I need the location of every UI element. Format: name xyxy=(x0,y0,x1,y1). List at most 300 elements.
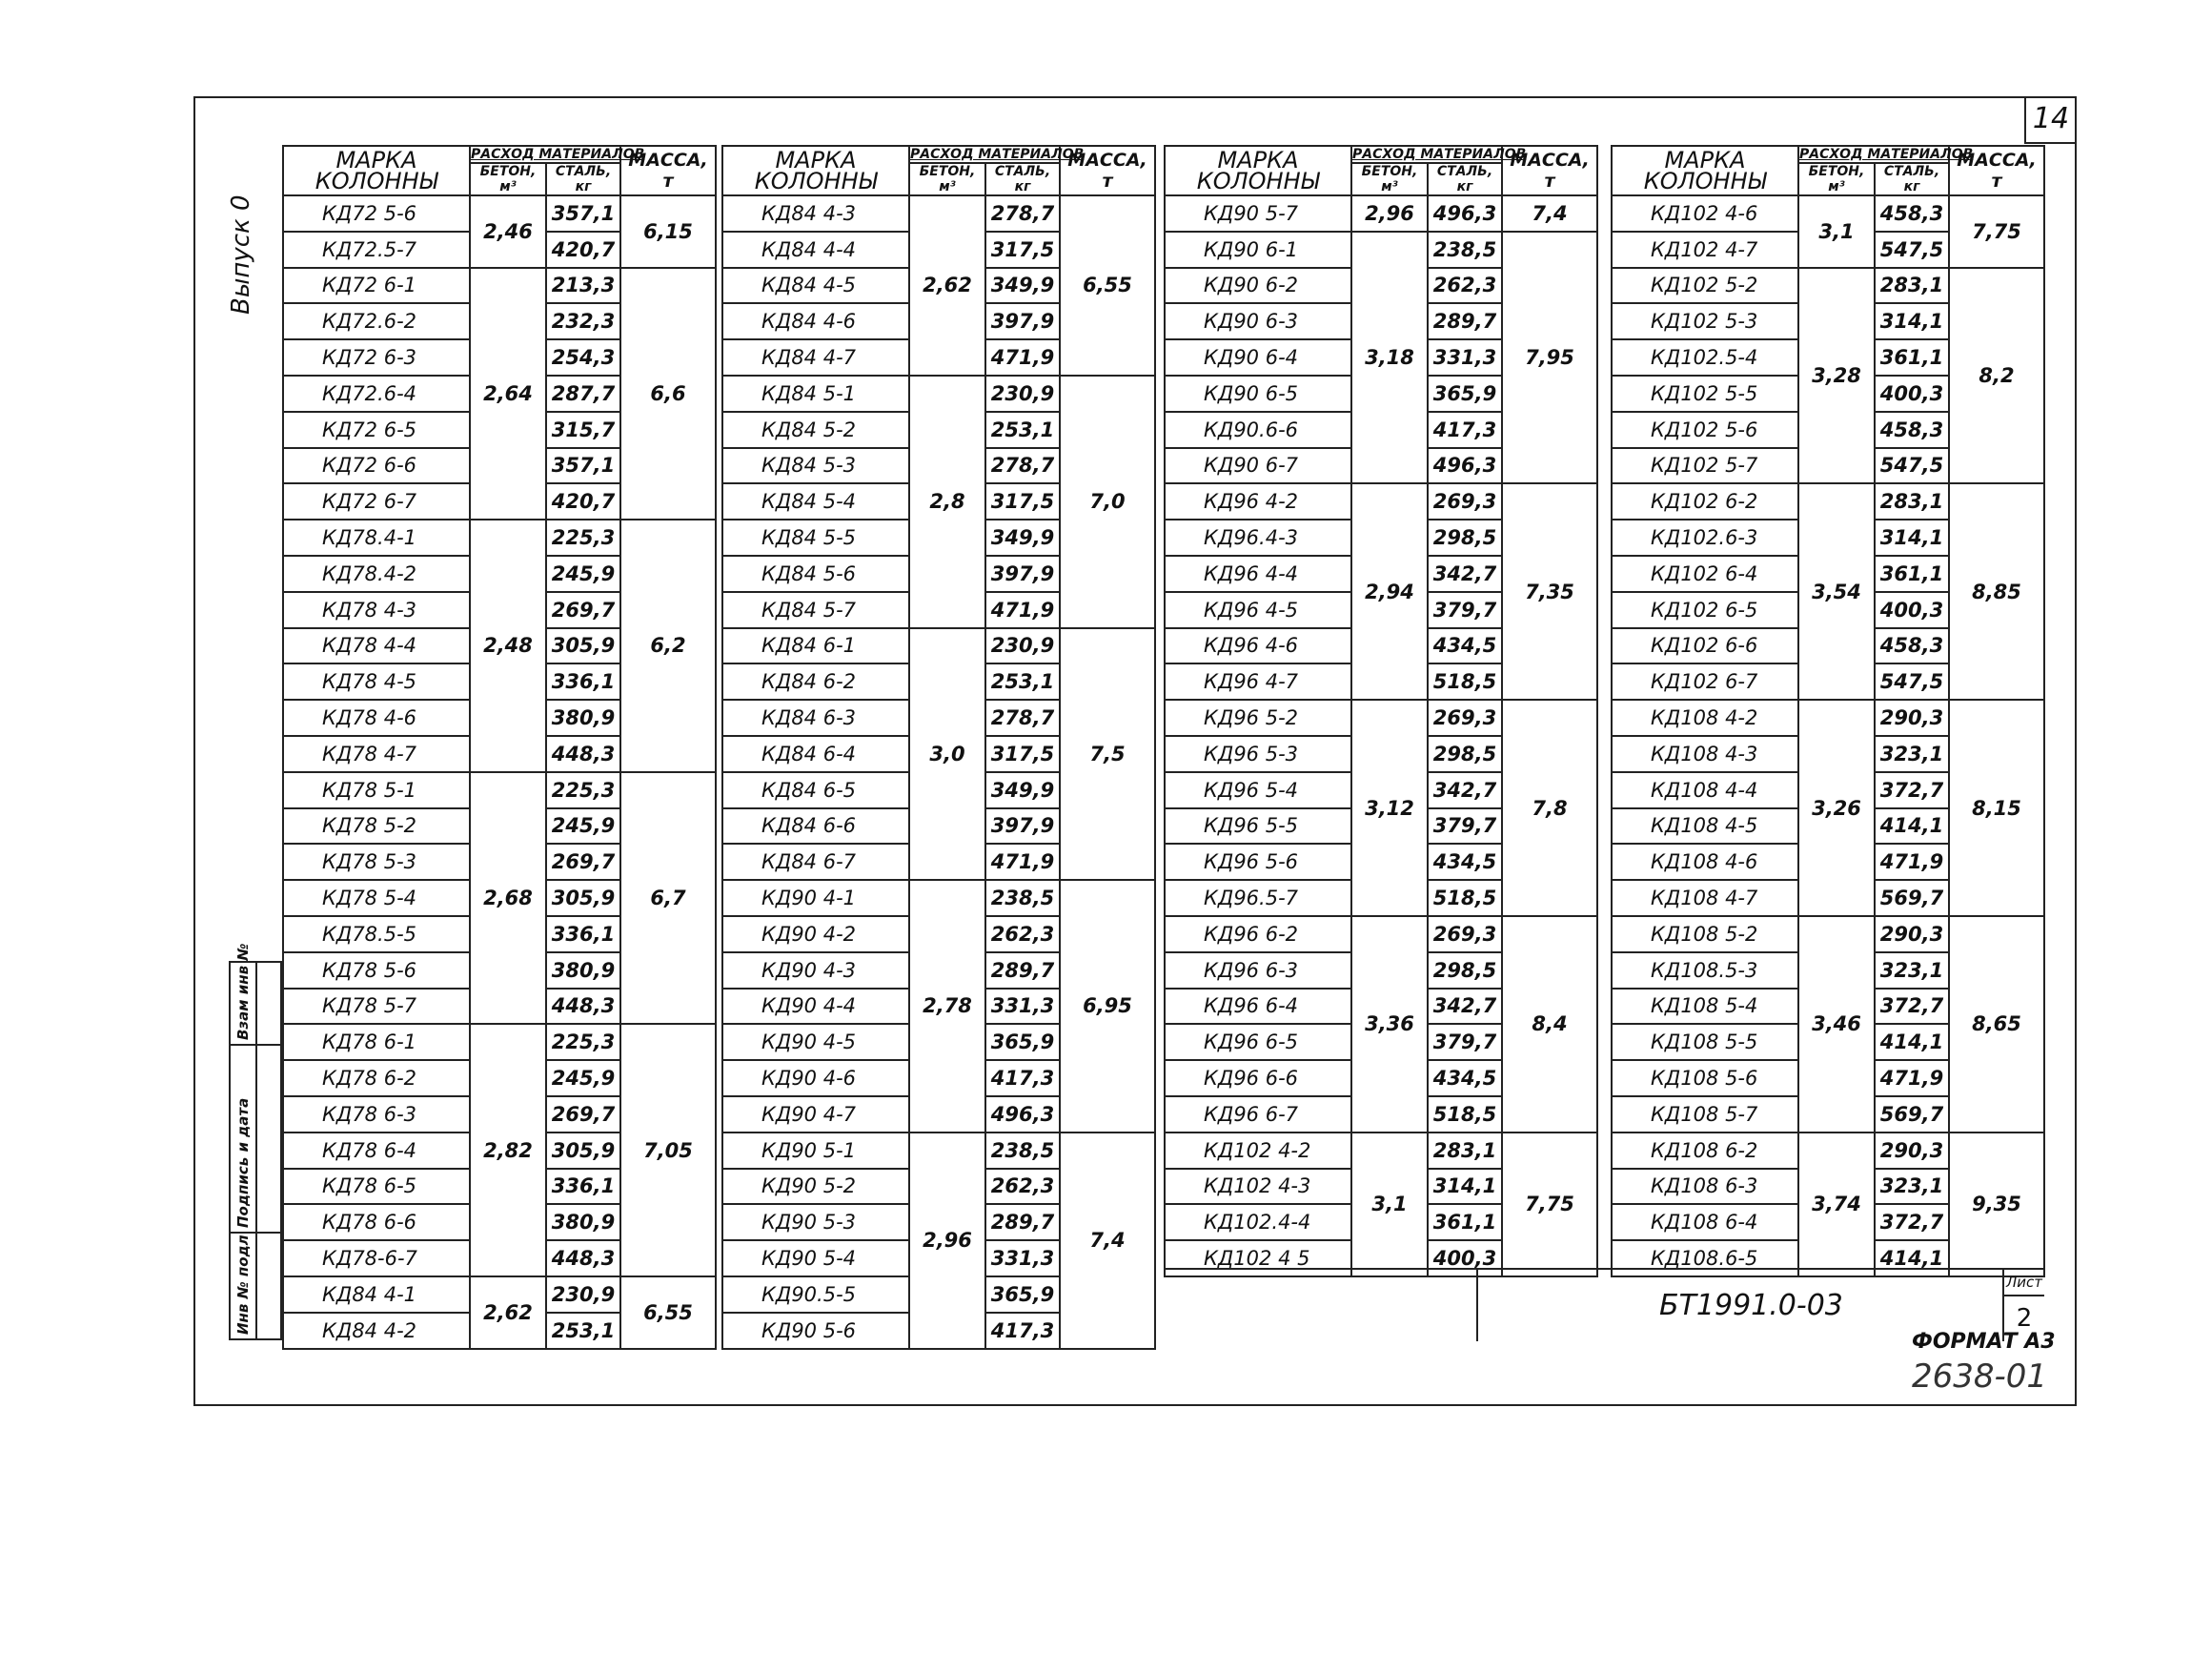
steel-mass-cell: 238,5 xyxy=(1428,232,1502,268)
column-mark-cell: КД108 4-3 xyxy=(1612,736,1798,772)
stamp-label: Подпись и дата xyxy=(234,1097,252,1228)
column-mark-cell: КД108 5-4 xyxy=(1612,989,1798,1025)
steel-mass-cell: 569,7 xyxy=(1875,1096,1949,1133)
steel-mass-cell: 314,1 xyxy=(1875,520,1949,556)
column-mark-cell: КД96.4-3 xyxy=(1165,520,1351,556)
steel-mass-cell: 458,3 xyxy=(1875,628,1949,664)
column-mass-cell: 6,6 xyxy=(620,268,716,520)
steel-mass-cell: 331,3 xyxy=(985,989,1060,1025)
steel-mass-cell: 414,1 xyxy=(1875,1240,1949,1276)
steel-mass-cell: 400,3 xyxy=(1875,592,1949,628)
column-mark-cell: КД90 5-2 xyxy=(722,1169,909,1205)
steel-mass-cell: 357,1 xyxy=(546,195,620,232)
steel-mass-cell: 365,9 xyxy=(985,1276,1060,1313)
steel-mass-cell: 380,9 xyxy=(546,952,620,989)
stamp-row xyxy=(231,1234,280,1338)
column-mark-cell: КД84 4-5 xyxy=(722,268,909,304)
sheet-label: Лист xyxy=(2004,1270,2044,1296)
steel-mass-cell: 434,5 xyxy=(1428,844,1502,880)
steel-mass-cell: 230,9 xyxy=(985,628,1060,664)
column-mark-cell: КД90 5-4 xyxy=(722,1240,909,1276)
table-row xyxy=(283,1276,716,1313)
column-mark-cell: КД96 4-6 xyxy=(1165,628,1351,664)
steel-mass-cell: 342,7 xyxy=(1428,989,1502,1025)
stamp-row xyxy=(231,1046,280,1234)
column-mark-cell: КД102.6-3 xyxy=(1612,520,1798,556)
column-mark-cell: КД84 6-4 xyxy=(722,736,909,772)
concrete-volume-cell: 3,28 xyxy=(1798,268,1875,484)
steel-mass-cell: 372,7 xyxy=(1875,989,1949,1025)
column-mark-cell: КД90 4-6 xyxy=(722,1060,909,1096)
steel-mass-cell: 417,3 xyxy=(1428,412,1502,448)
header-mass: МАССА, т xyxy=(1502,146,1597,195)
steel-mass-cell: 269,3 xyxy=(1428,483,1502,520)
header-mark: МАРКА КОЛОННЫ xyxy=(283,146,470,195)
column-mark-cell: КД96 4-2 xyxy=(1165,483,1351,520)
steel-mass-cell: 331,3 xyxy=(985,1240,1060,1276)
table-row xyxy=(1165,195,1597,232)
column-mass-cell: 7,35 xyxy=(1502,483,1597,700)
column-mass-cell: 7,05 xyxy=(620,1024,716,1276)
steel-mass-cell: 331,3 xyxy=(1428,339,1502,376)
column-mark-cell: КД102 6-7 xyxy=(1612,663,1798,700)
steel-mass-cell: 269,7 xyxy=(546,592,620,628)
column-mark-cell: КД72 6-6 xyxy=(283,448,470,484)
steel-mass-cell: 262,3 xyxy=(985,916,1060,952)
header-mass: МАССА, т xyxy=(1060,146,1155,195)
steel-mass-cell: 496,3 xyxy=(1428,448,1502,484)
column-mark-cell: КД102 4-6 xyxy=(1612,195,1798,232)
steel-mass-cell: 400,3 xyxy=(1875,376,1949,412)
column-mass-cell: 8,65 xyxy=(1949,916,2044,1133)
steel-mass-cell: 349,9 xyxy=(985,772,1060,808)
steel-mass-cell: 254,3 xyxy=(546,339,620,376)
column-mark-cell: КД102 6-6 xyxy=(1612,628,1798,664)
spec-table-2 xyxy=(721,145,1156,1350)
column-mark-cell: КД72 5-6 xyxy=(283,195,470,232)
column-mark-cell: КД84 6-2 xyxy=(722,663,909,700)
steel-mass-cell: 417,3 xyxy=(985,1060,1060,1096)
column-mark-cell: КД72.6-4 xyxy=(283,376,470,412)
approval-stamp-column xyxy=(229,943,282,1340)
column-mark-cell: КД72 6-1 xyxy=(283,268,470,304)
format-label: ФОРМАТ А3 xyxy=(1912,1330,2056,1354)
column-mass-cell: 8,2 xyxy=(1949,268,2044,484)
column-mark-cell: КД108 5-7 xyxy=(1612,1096,1798,1133)
column-mark-cell: КД84 4-3 xyxy=(722,195,909,232)
column-mass-cell: 6,15 xyxy=(620,195,716,268)
column-mark-cell: КД102 6-5 xyxy=(1612,592,1798,628)
column-mark-cell: КД108 5-5 xyxy=(1612,1024,1798,1060)
spec-table-4 xyxy=(1611,145,2045,1277)
table-row xyxy=(283,268,716,304)
steel-mass-cell: 379,7 xyxy=(1428,1024,1502,1060)
column-mass-cell: 7,75 xyxy=(1502,1133,1597,1276)
column-mark-cell: КД90.5-5 xyxy=(722,1276,909,1313)
column-mark-cell: КД78 6-4 xyxy=(283,1133,470,1169)
steel-mass-cell: 434,5 xyxy=(1428,628,1502,664)
column-mark-cell: КД108 6-3 xyxy=(1612,1169,1798,1205)
steel-mass-cell: 361,1 xyxy=(1875,556,1949,592)
header-concrete: БЕТОН, м³ xyxy=(470,163,546,195)
header-steel: СТАЛЬ, кг xyxy=(1875,163,1949,195)
concrete-volume-cell: 2,96 xyxy=(909,1133,985,1349)
header-mark: МАРКА КОЛОННЫ xyxy=(1165,146,1351,195)
column-mark-cell: КД78 6-6 xyxy=(283,1204,470,1240)
steel-mass-cell: 283,1 xyxy=(1875,268,1949,304)
table-row xyxy=(283,520,716,556)
column-mass-cell: 9,35 xyxy=(1949,1133,2044,1276)
steel-mass-cell: 232,3 xyxy=(546,303,620,339)
steel-mass-cell: 448,3 xyxy=(546,736,620,772)
steel-mass-cell: 372,7 xyxy=(1875,772,1949,808)
stamp-label: Инв № подл xyxy=(234,1235,252,1335)
table-row xyxy=(283,772,716,808)
steel-mass-cell: 420,7 xyxy=(546,232,620,268)
column-mark-cell: КД84 4-2 xyxy=(283,1313,470,1349)
steel-mass-cell: 315,7 xyxy=(546,412,620,448)
column-mark-cell: КД72 6-3 xyxy=(283,339,470,376)
column-mark-cell: КД84 4-6 xyxy=(722,303,909,339)
steel-mass-cell: 417,3 xyxy=(985,1313,1060,1349)
concrete-volume-cell: 2,8 xyxy=(909,376,985,628)
steel-mass-cell: 238,5 xyxy=(985,1133,1060,1169)
table-row xyxy=(1165,232,1597,268)
steel-mass-cell: 289,7 xyxy=(985,1204,1060,1240)
column-mark-cell: КД108 4-4 xyxy=(1612,772,1798,808)
steel-mass-cell: 305,9 xyxy=(546,880,620,916)
concrete-volume-cell: 2,62 xyxy=(470,1276,546,1349)
column-mass-cell: 6,2 xyxy=(620,520,716,772)
steel-mass-cell: 471,9 xyxy=(985,339,1060,376)
steel-mass-cell: 298,5 xyxy=(1428,520,1502,556)
steel-mass-cell: 569,7 xyxy=(1875,880,1949,916)
column-mark-cell: КД78 4-4 xyxy=(283,628,470,664)
steel-mass-cell: 262,3 xyxy=(1428,268,1502,304)
steel-mass-cell: 547,5 xyxy=(1875,232,1949,268)
column-mass-cell: 6,95 xyxy=(1060,880,1155,1133)
column-mark-cell: КД90 4-3 xyxy=(722,952,909,989)
steel-mass-cell: 448,3 xyxy=(546,1240,620,1276)
steel-mass-cell: 349,9 xyxy=(985,520,1060,556)
column-mark-cell: КД78 6-2 xyxy=(283,1060,470,1096)
table-row xyxy=(722,376,1155,412)
steel-mass-cell: 283,1 xyxy=(1428,1133,1502,1169)
steel-mass-cell: 471,9 xyxy=(985,592,1060,628)
sheet-number: 14 xyxy=(2024,96,2076,144)
column-mark-cell: КД90 6-5 xyxy=(1165,376,1351,412)
column-mark-cell: КД90 5-6 xyxy=(722,1313,909,1349)
table-row xyxy=(1165,483,1597,520)
concrete-volume-cell: 3,12 xyxy=(1351,700,1428,916)
column-mark-cell: КД78.4-1 xyxy=(283,520,470,556)
concrete-volume-cell: 2,96 xyxy=(1351,195,1428,232)
steel-mass-cell: 269,3 xyxy=(1428,916,1502,952)
column-mark-cell: КД90 6-4 xyxy=(1165,339,1351,376)
steel-mass-cell: 317,5 xyxy=(985,232,1060,268)
column-mark-cell: КД90 4-7 xyxy=(722,1096,909,1133)
table-row xyxy=(1165,916,1597,952)
steel-mass-cell: 278,7 xyxy=(985,700,1060,736)
column-mark-cell: КД78 6-1 xyxy=(283,1024,470,1060)
header-mark: МАРКА КОЛОННЫ xyxy=(722,146,909,195)
column-mark-cell: КД102 6-4 xyxy=(1612,556,1798,592)
steel-mass-cell: 317,5 xyxy=(985,736,1060,772)
concrete-volume-cell: 3,46 xyxy=(1798,916,1875,1133)
column-mark-cell: КД84 4-7 xyxy=(722,339,909,376)
concrete-volume-cell: 2,48 xyxy=(470,520,546,772)
column-mark-cell: КД78 5-3 xyxy=(283,844,470,880)
steel-mass-cell: 298,5 xyxy=(1428,736,1502,772)
concrete-volume-cell: 2,78 xyxy=(909,880,985,1133)
header-steel: СТАЛЬ, кг xyxy=(1428,163,1502,195)
steel-mass-cell: 323,1 xyxy=(1875,952,1949,989)
steel-mass-cell: 230,9 xyxy=(985,376,1060,412)
steel-mass-cell: 357,1 xyxy=(546,448,620,484)
table-row xyxy=(1612,483,2044,520)
column-mark-cell: КД90 5-7 xyxy=(1165,195,1351,232)
column-mark-cell: КД102.4-4 xyxy=(1165,1204,1351,1240)
steel-mass-cell: 225,3 xyxy=(546,520,620,556)
column-mass-cell: 6,55 xyxy=(1060,195,1155,376)
stamp-label: Взам инв № xyxy=(234,943,252,1040)
steel-mass-cell: 283,1 xyxy=(1875,483,1949,520)
table-row xyxy=(1165,1133,1597,1169)
column-mark-cell: КД90 6-3 xyxy=(1165,303,1351,339)
column-mark-cell: КД90 6-7 xyxy=(1165,448,1351,484)
steel-mass-cell: 253,1 xyxy=(985,412,1060,448)
column-mark-cell: КД78 4-3 xyxy=(283,592,470,628)
steel-mass-cell: 289,7 xyxy=(1428,303,1502,339)
column-mark-cell: КД102 5-6 xyxy=(1612,412,1798,448)
column-mark-cell: КД84 5-2 xyxy=(722,412,909,448)
side-label: Выпуск 0 xyxy=(227,194,255,315)
header-concrete: БЕТОН, м³ xyxy=(909,163,985,195)
column-mark-cell: КД78 4-6 xyxy=(283,700,470,736)
column-mark-cell: КД84 5-3 xyxy=(722,448,909,484)
column-mark-cell: КД90 6-2 xyxy=(1165,268,1351,304)
column-mark-cell: КД90 4-2 xyxy=(722,916,909,952)
steel-mass-cell: 518,5 xyxy=(1428,1096,1502,1133)
column-mark-cell: КД96.5-7 xyxy=(1165,880,1351,916)
inventory-number: 2638-01 xyxy=(1912,1357,2048,1396)
header-steel: СТАЛЬ, кг xyxy=(546,163,620,195)
column-mark-cell: КД102 5-7 xyxy=(1612,448,1798,484)
concrete-volume-cell: 3,0 xyxy=(909,628,985,881)
column-mark-cell: КД78 5-6 xyxy=(283,952,470,989)
steel-mass-cell: 414,1 xyxy=(1875,808,1949,845)
steel-mass-cell: 458,3 xyxy=(1875,195,1949,232)
steel-mass-cell: 372,7 xyxy=(1875,1204,1949,1240)
column-mark-cell: КД84 6-6 xyxy=(722,808,909,845)
column-mark-cell: КД96 6-5 xyxy=(1165,1024,1351,1060)
steel-mass-cell: 323,1 xyxy=(1875,736,1949,772)
column-mark-cell: КД108 5-2 xyxy=(1612,916,1798,952)
column-mark-cell: КД84 5-4 xyxy=(722,483,909,520)
spec-table-3 xyxy=(1164,145,1598,1277)
header-consumption: РАСХОД МАТЕРИАЛОВ xyxy=(1352,147,1527,162)
column-mark-cell: КД102 5-3 xyxy=(1612,303,1798,339)
column-mark-cell: КД96 4-7 xyxy=(1165,663,1351,700)
column-mark-cell: КД96 6-4 xyxy=(1165,989,1351,1025)
concrete-volume-cell: 3,18 xyxy=(1351,232,1428,484)
steel-mass-cell: 317,5 xyxy=(985,483,1060,520)
column-mark-cell: КД90 4-4 xyxy=(722,989,909,1025)
column-mark-cell: КД72 6-7 xyxy=(283,483,470,520)
column-mark-cell: КД96 5-2 xyxy=(1165,700,1351,736)
document-code: БТ1991.0-03 xyxy=(1476,1270,2002,1341)
column-mark-cell: КД84 6-1 xyxy=(722,628,909,664)
steel-mass-cell: 365,9 xyxy=(985,1024,1060,1060)
steel-mass-cell: 342,7 xyxy=(1428,772,1502,808)
steel-mass-cell: 336,1 xyxy=(546,1169,620,1205)
column-mark-cell: КД108 6-4 xyxy=(1612,1204,1798,1240)
column-mark-cell: КД90 5-1 xyxy=(722,1133,909,1169)
steel-mass-cell: 298,5 xyxy=(1428,952,1502,989)
steel-mass-cell: 379,7 xyxy=(1428,592,1502,628)
column-mass-cell: 8,4 xyxy=(1502,916,1597,1133)
column-mark-cell: КД102 5-5 xyxy=(1612,376,1798,412)
steel-mass-cell: 397,9 xyxy=(985,303,1060,339)
steel-mass-cell: 245,9 xyxy=(546,556,620,592)
column-mark-cell: КД84 5-5 xyxy=(722,520,909,556)
column-mass-cell: 6,7 xyxy=(620,772,716,1025)
steel-mass-cell: 448,3 xyxy=(546,989,620,1025)
column-mark-cell: КД90 4-1 xyxy=(722,880,909,916)
column-mass-cell: 6,55 xyxy=(620,1276,716,1349)
column-mark-cell: КД84 5-7 xyxy=(722,592,909,628)
column-mark-cell: КД102 4-2 xyxy=(1165,1133,1351,1169)
table-row xyxy=(1612,1133,2044,1169)
table-row xyxy=(1612,268,2044,304)
steel-mass-cell: 278,7 xyxy=(985,448,1060,484)
column-mark-cell: КД78 5-7 xyxy=(283,989,470,1025)
header-concrete: БЕТОН, м³ xyxy=(1798,163,1875,195)
steel-mass-cell: 305,9 xyxy=(546,1133,620,1169)
header-consumption: РАСХОД МАТЕРИАЛОВ xyxy=(471,147,645,162)
steel-mass-cell: 342,7 xyxy=(1428,556,1502,592)
concrete-volume-cell: 3,74 xyxy=(1798,1133,1875,1276)
column-mark-cell: КД84 6-3 xyxy=(722,700,909,736)
column-mark-cell: КД108 4-6 xyxy=(1612,844,1798,880)
column-mark-cell: КД102 5-2 xyxy=(1612,268,1798,304)
header-mark: МАРКА КОЛОННЫ xyxy=(1612,146,1798,195)
concrete-volume-cell: 3,26 xyxy=(1798,700,1875,916)
column-mark-cell: КД108 4-7 xyxy=(1612,880,1798,916)
steel-mass-cell: 496,3 xyxy=(1428,195,1502,232)
column-mark-cell: КД90 6-1 xyxy=(1165,232,1351,268)
column-mass-cell: 7,5 xyxy=(1060,628,1155,881)
steel-mass-cell: 213,3 xyxy=(546,268,620,304)
steel-mass-cell: 380,9 xyxy=(546,700,620,736)
steel-mass-cell: 471,9 xyxy=(1875,844,1949,880)
steel-mass-cell: 305,9 xyxy=(546,628,620,664)
column-mark-cell: КД102 4 5 xyxy=(1165,1240,1351,1276)
column-mark-cell: КД96 6-3 xyxy=(1165,952,1351,989)
table-row xyxy=(283,1024,716,1060)
header-steel: СТАЛЬ, кг xyxy=(985,163,1060,195)
sheet-value: 2 xyxy=(2016,1304,2033,1333)
steel-mass-cell: 323,1 xyxy=(1875,1169,1949,1205)
steel-mass-cell: 269,7 xyxy=(546,1096,620,1133)
column-mark-cell: КД78 5-4 xyxy=(283,880,470,916)
table-row xyxy=(1612,916,2044,952)
column-mark-cell: КД84 6-7 xyxy=(722,844,909,880)
header-consumption: РАСХОД МАТЕРИАЛОВ xyxy=(910,147,1085,162)
concrete-volume-cell: 3,54 xyxy=(1798,483,1875,700)
steel-mass-cell: 336,1 xyxy=(546,916,620,952)
steel-mass-cell: 361,1 xyxy=(1428,1204,1502,1240)
steel-mass-cell: 397,9 xyxy=(985,808,1060,845)
column-mark-cell: КД102.5-4 xyxy=(1612,339,1798,376)
steel-mass-cell: 361,1 xyxy=(1875,339,1949,376)
column-mass-cell: 8,15 xyxy=(1949,700,2044,916)
table-row xyxy=(722,628,1155,664)
concrete-volume-cell: 3,36 xyxy=(1351,916,1428,1133)
steel-mass-cell: 253,1 xyxy=(546,1313,620,1349)
column-mark-cell: КД78-6-7 xyxy=(283,1240,470,1276)
concrete-volume-cell: 2,62 xyxy=(909,195,985,376)
steel-mass-cell: 400,3 xyxy=(1428,1240,1502,1276)
column-mark-cell: КД78 5-2 xyxy=(283,808,470,845)
concrete-volume-cell: 3,1 xyxy=(1798,195,1875,268)
steel-mass-cell: 471,9 xyxy=(985,844,1060,880)
column-mark-cell: КД90.6-6 xyxy=(1165,412,1351,448)
steel-mass-cell: 269,7 xyxy=(546,844,620,880)
steel-mass-cell: 496,3 xyxy=(985,1096,1060,1133)
column-mass-cell: 7,8 xyxy=(1502,700,1597,916)
steel-mass-cell: 225,3 xyxy=(546,1024,620,1060)
steel-mass-cell: 290,3 xyxy=(1875,1133,1949,1169)
table-row xyxy=(722,195,1155,232)
table-row xyxy=(722,880,1155,916)
column-mark-cell: КД84 4-1 xyxy=(283,1276,470,1313)
steel-mass-cell: 287,7 xyxy=(546,376,620,412)
column-mark-cell: КД78 4-7 xyxy=(283,736,470,772)
column-mark-cell: КД84 5-1 xyxy=(722,376,909,412)
column-mark-cell: КД96 6-6 xyxy=(1165,1060,1351,1096)
steel-mass-cell: 269,3 xyxy=(1428,700,1502,736)
table-row xyxy=(1165,700,1597,736)
steel-mass-cell: 314,1 xyxy=(1875,303,1949,339)
steel-mass-cell: 336,1 xyxy=(546,663,620,700)
column-mark-cell: КД96 4-5 xyxy=(1165,592,1351,628)
table-row xyxy=(1612,195,2044,232)
column-mark-cell: КД96 4-4 xyxy=(1165,556,1351,592)
steel-mass-cell: 245,9 xyxy=(546,1060,620,1096)
concrete-volume-cell: 2,46 xyxy=(470,195,546,268)
column-mark-cell: КД108.5-3 xyxy=(1612,952,1798,989)
steel-mass-cell: 314,1 xyxy=(1428,1169,1502,1205)
steel-mass-cell: 414,1 xyxy=(1875,1024,1949,1060)
stamp-row xyxy=(231,943,280,1046)
column-mark-cell: КД96 5-4 xyxy=(1165,772,1351,808)
header-concrete: БЕТОН, м³ xyxy=(1351,163,1428,195)
column-mark-cell: КД84 5-6 xyxy=(722,556,909,592)
column-mark-cell: КД90 5-3 xyxy=(722,1204,909,1240)
column-mark-cell: КД72 6-5 xyxy=(283,412,470,448)
steel-mass-cell: 365,9 xyxy=(1428,376,1502,412)
column-mass-cell: 7,75 xyxy=(1949,195,2044,268)
column-mass-cell: 7,4 xyxy=(1502,195,1597,232)
steel-mass-cell: 380,9 xyxy=(546,1204,620,1240)
column-mass-cell: 7,4 xyxy=(1060,1133,1155,1349)
column-mark-cell: КД96 5-3 xyxy=(1165,736,1351,772)
header-mass: МАССА, т xyxy=(1949,146,2044,195)
steel-mass-cell: 397,9 xyxy=(985,556,1060,592)
steel-mass-cell: 434,5 xyxy=(1428,1060,1502,1096)
column-mark-cell: КД84 4-4 xyxy=(722,232,909,268)
